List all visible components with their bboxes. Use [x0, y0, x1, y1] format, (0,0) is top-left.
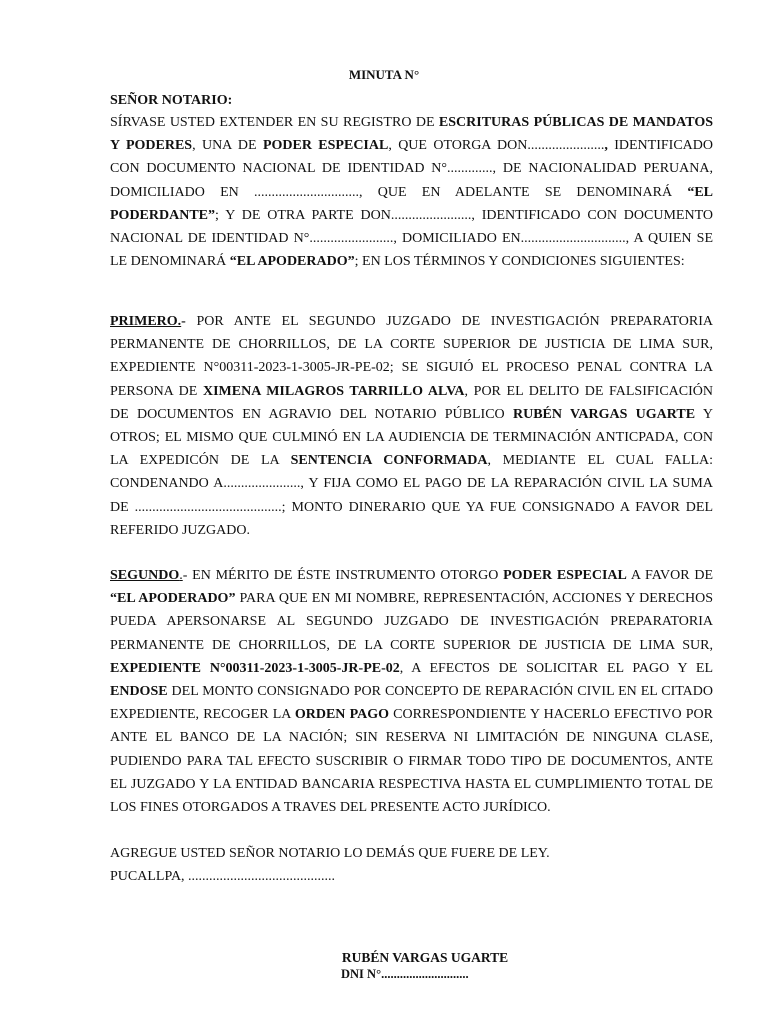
text-run: , QUE OTORGA DON......................: [388, 138, 605, 154]
text-run: .: [179, 568, 183, 583]
text-run: “EL APODERADO”: [229, 254, 355, 270]
text-run: ORDEN PAGO: [294, 707, 389, 723]
text-run: PRIMERO.: [110, 314, 182, 329]
signer-dni: DNI N°............................: [341, 967, 469, 981]
signer-name: RUBÉN VARGAS UGARTE: [341, 950, 509, 965]
text-run: SENTENCIA CONFORMADA: [290, 453, 488, 469]
text-run: - EN MÉRITO DE ÉSTE INSTRUMENTO OTORGO: [182, 568, 504, 583]
text-run: EXPEDIENTE N°00311-2023-1-3005-JR-PE-02: [110, 660, 400, 676]
text-run: IDENTIFICADO CON DOCUMENTO NACIONAL DE IDENTIDAD N°............., DE NACIONALIDAD PERUANA, DOMICILIADO EN .............................., QUE EN ADELANTE SE DENOMINARÁ: [110, 138, 713, 200]
text-run: , POR EL DELITO DE FALSIFICACIÓN DE DOCUMENTOS EN AGRAVIO DEL NOTARIO PÚBLICO: [110, 383, 713, 422]
text-run: XIMENA MILAGROS TARRILLO ALVA: [203, 383, 465, 399]
text-run: CORRESPONDIENTE Y HACERLO EFECTIVO POR ANTE EL BANCO DE LA NACIÓN; SIN RESERVA NI LIMITACIÓN DE NINGUNA CLASE, PUDIENDO PARA TAL EFECTO SUSCRIBIR O FIRMAR TODO TIPO DE DOCUMENTOS, ANTE EL JUZGADO Y LA ENTIDAD BANCARIA RESPECTIVA HASTA EL CUMPLIMIENTO TOTAL DE LOS FINES OTORGADOS A TRAVES DEL PRESENTE ACTO JURÍDICO.: [110, 707, 713, 816]
text-run: PODER ESPECIAL: [262, 138, 389, 154]
intro-paragraph: [110, 111, 713, 273]
text-run: ; Y DE OTRA PARTE DON......................., IDENTIFICADO CON DOCUMENTO NACIONAL DE IDENTIDAD N°........................, DOMICILIADO EN.............................., A QUIEN SE LE DENOMINARÁ: [110, 207, 713, 270]
closing-line: AGREGUE USTED SEÑOR NOTARIO LO DEMÁS QUE FUERE DE LEY.: [110, 846, 550, 861]
clause-segundo: [110, 564, 713, 819]
text-run: -: [181, 314, 186, 329]
text-run: DEL MONTO CONSIGNADO POR CONCEPTO DE REPARACIÓN CIVIL EN EL CITADO EXPEDIENTE, RECOGER LA: [110, 684, 713, 723]
text-run: PODER ESPECIAL: [503, 568, 627, 583]
text-run: “EL APODERADO”: [110, 591, 236, 607]
text-run: SÍRVASE USTED EXTENDER EN SU REGISTRO DE: [110, 115, 439, 130]
text-run: “EL PODERDANTE”: [110, 184, 713, 223]
salutation: SEÑOR NOTARIO:: [110, 93, 233, 108]
text-run: RUBÉN VARGAS UGARTE: [512, 406, 696, 422]
text-run: PARA QUE EN MI NOMBRE, REPRESENTACIÓN, ACCIONES Y DERECHOS PUEDA APERSONARSE AL SEGUNDO JUZGADO DE INVESTIGACIÓN PREPARATORIA PERMANENTE DE CHORRILLOS, DE LA CORTE SUPERIOR DE JUSTICIA DE LIMA SUR,: [110, 591, 713, 653]
text-run: ; EN LOS TÉRMINOS Y CONDICIONES SIGUIENTES:: [354, 254, 685, 270]
text-run: , A EFECTOS DE SOLICITAR EL PAGO Y EL: [399, 660, 713, 676]
text-run: Y OTROS; EL MISMO QUE CULMINÓ EN LA AUDIENCIA DE TERMINACIÓN ANTICPADA, CON LA EXPEDICÓN DE LA: [110, 406, 713, 469]
text-run: A FAVOR DE: [626, 568, 714, 583]
text-run: POR ANTE EL SEGUNDO JUZGADO DE INVESTIGACIÓN PREPARATORIA PERMANENTE DE CHORRILLOS, DE LA CORTE SUPERIOR DE JUSTICIA DE LIMA SUR, EXPEDIENTE N°00311-2023-1-3005-JR-PE-02; SE SIGUIÓ EL PROCESO PENAL CONTRA LA PERSONA DE: [110, 314, 713, 399]
text-run: , UNA DE: [192, 138, 263, 154]
text-run: , MEDIANTE EL CUAL FALLA: CONDENANDO A......................, Y FIJA COMO EL PAGO DE LA REPARACIÓN CIVIL LA SUMA DE ..........................................; MONTO DINERARIO QUE YA FUE CONSIGNADO A FAVOR DEL REFERIDO JUZGADO.: [110, 453, 714, 538]
place-line: PUCALLPA, ..........................................: [110, 869, 336, 884]
text-run: ,: [604, 138, 608, 154]
text-run: ESCRITURAS PÚBLICAS DE MANDATOS Y PODERES: [110, 115, 714, 154]
clause-primero: [110, 310, 713, 542]
document-title: MINUTA N°: [348, 67, 420, 82]
text-run: ENDOSE: [110, 684, 168, 700]
text-run: SEGUNDO: [110, 568, 180, 583]
